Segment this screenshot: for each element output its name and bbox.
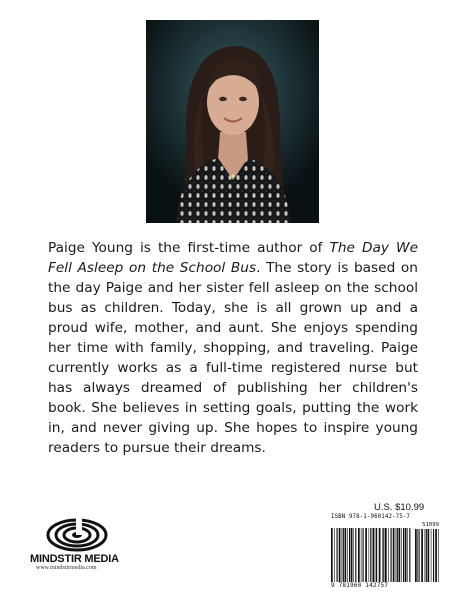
publisher-url: www.mindstirmedia.com: [36, 565, 97, 571]
price-label: U.S. $10.99: [374, 502, 425, 513]
isbn-label: ISBN 978-1-960142-75-7: [331, 514, 410, 520]
book-title: The Day We Fell Asleep on the School Bus: [48, 240, 418, 276]
addon-code: [422, 522, 439, 528]
bio-rest: . The story is based on the day Paige and her sister fell asleep on the school bus as children. Today, she is all grown up and a proud wife, mother, and aunt. She enjoys spending her time with family, shopping, and traveling. Paige currently works as a full-time registered nurse but has always dreamed of publishing her children's book. She believes in setting goals, putting the work in, and never giving up. She hopes to inspire young readers to pursue their dreams.: [48, 260, 418, 456]
publisher-logo: [30, 518, 130, 571]
publisher-name: MINDSTIR MEDIA: [30, 553, 119, 565]
barcode-bars: [331, 528, 413, 582]
barcode-digits: 9 781960 142757: [331, 582, 389, 589]
isbn-barcode: [331, 514, 439, 589]
addon-barcode-bars: [415, 529, 439, 582]
swirl-logo-icon: [46, 518, 108, 552]
bio-lead: Paige Young is the first-time author of: [48, 240, 330, 256]
author-photo: [146, 20, 319, 223]
author-bio: [48, 238, 418, 458]
addon-number: 51099: [422, 522, 439, 528]
